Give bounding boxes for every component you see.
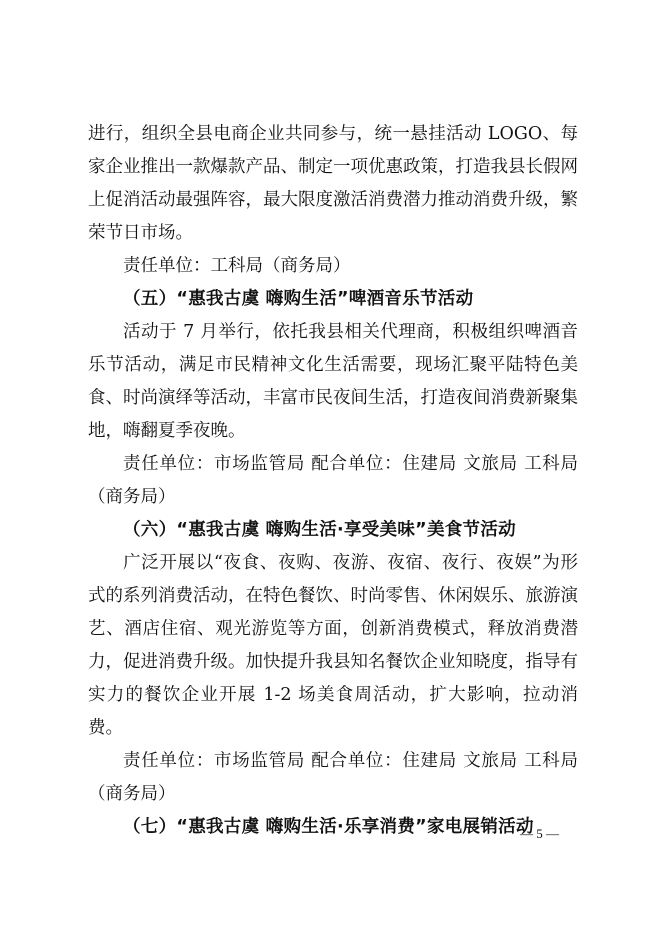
paragraph-ecommerce-continuation: 进行，组织全县电商企业共同参与，统一悬挂活动 LOGO、每家企业推出一款爆款产品、制定一项优惠政策，打造我县长假网上促消活动最强阵容，最大限度激活消费潜力推动消费升级，繁荣节日市场。: [88, 124, 578, 243]
section-heading-7: （七）“惠我古虞 嗨购生活·乐享消费”家电展销活动: [123, 817, 534, 837]
responsible-unit-line: 责任单位：市场监管局 配合单位：住建局 文旅局 工科局（商务局）: [88, 454, 578, 507]
document-body: [88, 118, 578, 844]
section-heading-5: （五）“惠我古虞 嗨购生活”啤酒音乐节活动: [123, 289, 474, 309]
paragraph-food-festival: 广泛开展以“夜食、夜购、夜游、夜宿、夜行、夜娱”为形式的系列消费活动，在特色餐饮、时尚零售、休闲娱乐、旅游演艺、酒店住宿、观光游览等方面，创新消费模式，释放消费潜力，促进消费升级。加快提升我县知名餐饮企业知晓度，指导有实力的餐饮企业开展 1-2 场美食周活动，扩大影响，拉动消费。: [88, 553, 578, 738]
responsible-unit-line: 责任单位：工科局（商务局）: [123, 256, 351, 276]
responsible-unit-line: 责任单位：市场监管局 配合单位：住建局 文旅局 工科局（商务局）: [88, 751, 578, 804]
section-heading-6: （六）“惠我古虞 嗨购生活·享受美味”美食节活动: [123, 520, 516, 540]
paragraph-beer-festival: 活动于 7 月举行，依托我县相关代理商，积极组织啤酒音乐节活动，满足市民精神文化生活需要，现场汇聚平陆特色美食、时尚演绎等活动，丰富市民夜间生活，打造夜间消费新聚集地，嗨翻夏季夜晚。: [88, 322, 578, 441]
page-number: — 5 —: [520, 826, 559, 841]
